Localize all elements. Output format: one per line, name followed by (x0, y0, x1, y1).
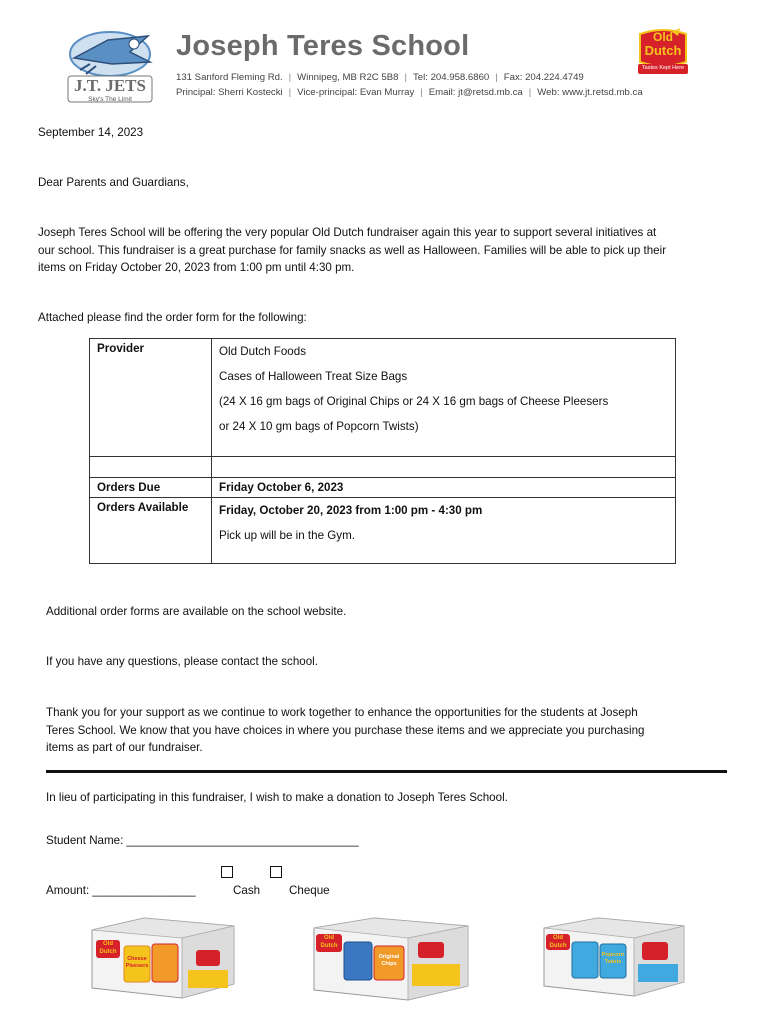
product-box-original-chips (308, 912, 474, 1006)
cheque-checkbox[interactable] (270, 866, 282, 878)
order-table (89, 338, 676, 564)
address: 131 Sanford Fleming Rd. (176, 72, 283, 83)
cash-label: Cash (233, 884, 261, 897)
provider-details (212, 339, 676, 457)
available-details (212, 498, 676, 564)
available-value: Friday, October 20, 2023 from 1:00 pm - 4:30 pm (219, 504, 483, 517)
product-name: Cheese Pleesers (125, 956, 149, 969)
city: Winnipeg, MB R2C 5B8 (297, 72, 399, 83)
logo-tagline: Sky's The Limit (88, 96, 132, 103)
header-staff-line: Principal: Sherri Kostecki | Vice-principal: Evan Murray | Email: jt@retsd.mb.ca | Web: www.jt.retsd.mb.ca (176, 87, 643, 98)
fax: Fax: 204.224.4749 (503, 72, 584, 83)
thanks-line: items as part of our fundraiser. (46, 741, 203, 755)
principal: Principal: Sherri Kostecki (176, 87, 283, 98)
product-brand: Old Dutch (99, 941, 117, 955)
provider-option: or 24 X 10 gm bags of Popcorn Twists) (219, 420, 419, 433)
salutation: Dear Parents and Guardians, (38, 176, 189, 189)
product-brand: Old Dutch (549, 935, 567, 949)
product-box-popcorn-twists (538, 912, 690, 1002)
provider-option: (24 X 16 gm bags of Original Chips or 24 X 16 gm bags of Cheese Pleesers (219, 395, 609, 408)
thanks-line: Teres School. We know that you have choices in where you purchase these items and we appreciate you purchasing (46, 723, 645, 737)
intro-line: our school. This fundraiser is a great purchase for family snacks as well as Halloween. Families will be able to pick up their (38, 243, 667, 257)
due-value: Friday October 6, 2023 (212, 478, 676, 498)
additional-forms-note: Additional order forms are available on the school website. (46, 605, 347, 618)
table-row-empty (90, 457, 676, 478)
website-link[interactable]: Web: www.jt.retsd.mb.ca (537, 87, 643, 98)
thanks-paragraph (46, 704, 645, 757)
school-logo (60, 18, 160, 110)
pickup-note: Pick up will be in the Gym. (219, 529, 355, 542)
old-dutch-logo-line1: Old (653, 30, 673, 44)
due-label: Orders Due (90, 478, 212, 498)
available-label: Orders Available (90, 498, 212, 564)
provider-name: Old Dutch Foods (219, 345, 306, 358)
vice-principal: Vice-principal: Evan Murray (297, 87, 415, 98)
cash-checkbox[interactable] (221, 866, 233, 878)
amount-field[interactable]: Amount: ________________ (46, 884, 196, 897)
product-name: Original Chips (378, 954, 400, 967)
old-dutch-logo-tag: Tastes Kept Here (641, 65, 685, 71)
table-row-available (90, 498, 676, 564)
old-dutch-logo (636, 28, 690, 76)
thanks-line: Thank you for your support as we continue to work together to enhance the opportunities for the students at Joseph (46, 706, 638, 719)
cheque-label: Cheque (289, 884, 330, 897)
header-contact-line: 131 Sanford Fleming Rd. | Winnipeg, MB R2C 5B8 | Tel: 204.958.6860 | Fax: 204.224.4749 (176, 72, 584, 83)
product-box-cheese-pleesers (84, 912, 242, 1002)
attached-note: Attached please find the order form for the following: (38, 311, 307, 324)
old-dutch-logo-line2: Dutch (644, 43, 682, 58)
intro-line: Joseph Teres School will be offering the very popular Old Dutch fundraiser again this year to support several initiatives at (38, 226, 657, 239)
questions-note: If you have any questions, please contact the school. (46, 655, 318, 668)
phone: Tel: 204.958.6860 (412, 72, 490, 83)
product-name: Popcorn Twists (601, 952, 625, 965)
provider-label: Provider (90, 339, 212, 457)
intro-line: items on Friday October 20, 2023 from 1:00 pm until 4:30 pm. (38, 261, 355, 275)
provider-product: Cases of Halloween Treat Size Bags (219, 370, 408, 383)
student-name-field[interactable]: Student Name: ____________________________________ (46, 834, 359, 847)
email-link[interactable]: Email: jt@retsd.mb.ca (428, 87, 523, 98)
school-name: Joseph Teres School (176, 30, 470, 62)
product-brand: Old Dutch (320, 935, 338, 949)
intro-paragraph (38, 224, 666, 277)
letter-date: September 14, 2023 (38, 126, 144, 139)
donation-statement: In lieu of participating in this fundraiser, I wish to make a donation to Joseph Teres School. (46, 791, 508, 804)
table-row-due (90, 478, 676, 498)
section-divider (46, 770, 727, 773)
table-row-provider (90, 339, 676, 457)
logo-text: J.T. JETS (74, 76, 146, 95)
